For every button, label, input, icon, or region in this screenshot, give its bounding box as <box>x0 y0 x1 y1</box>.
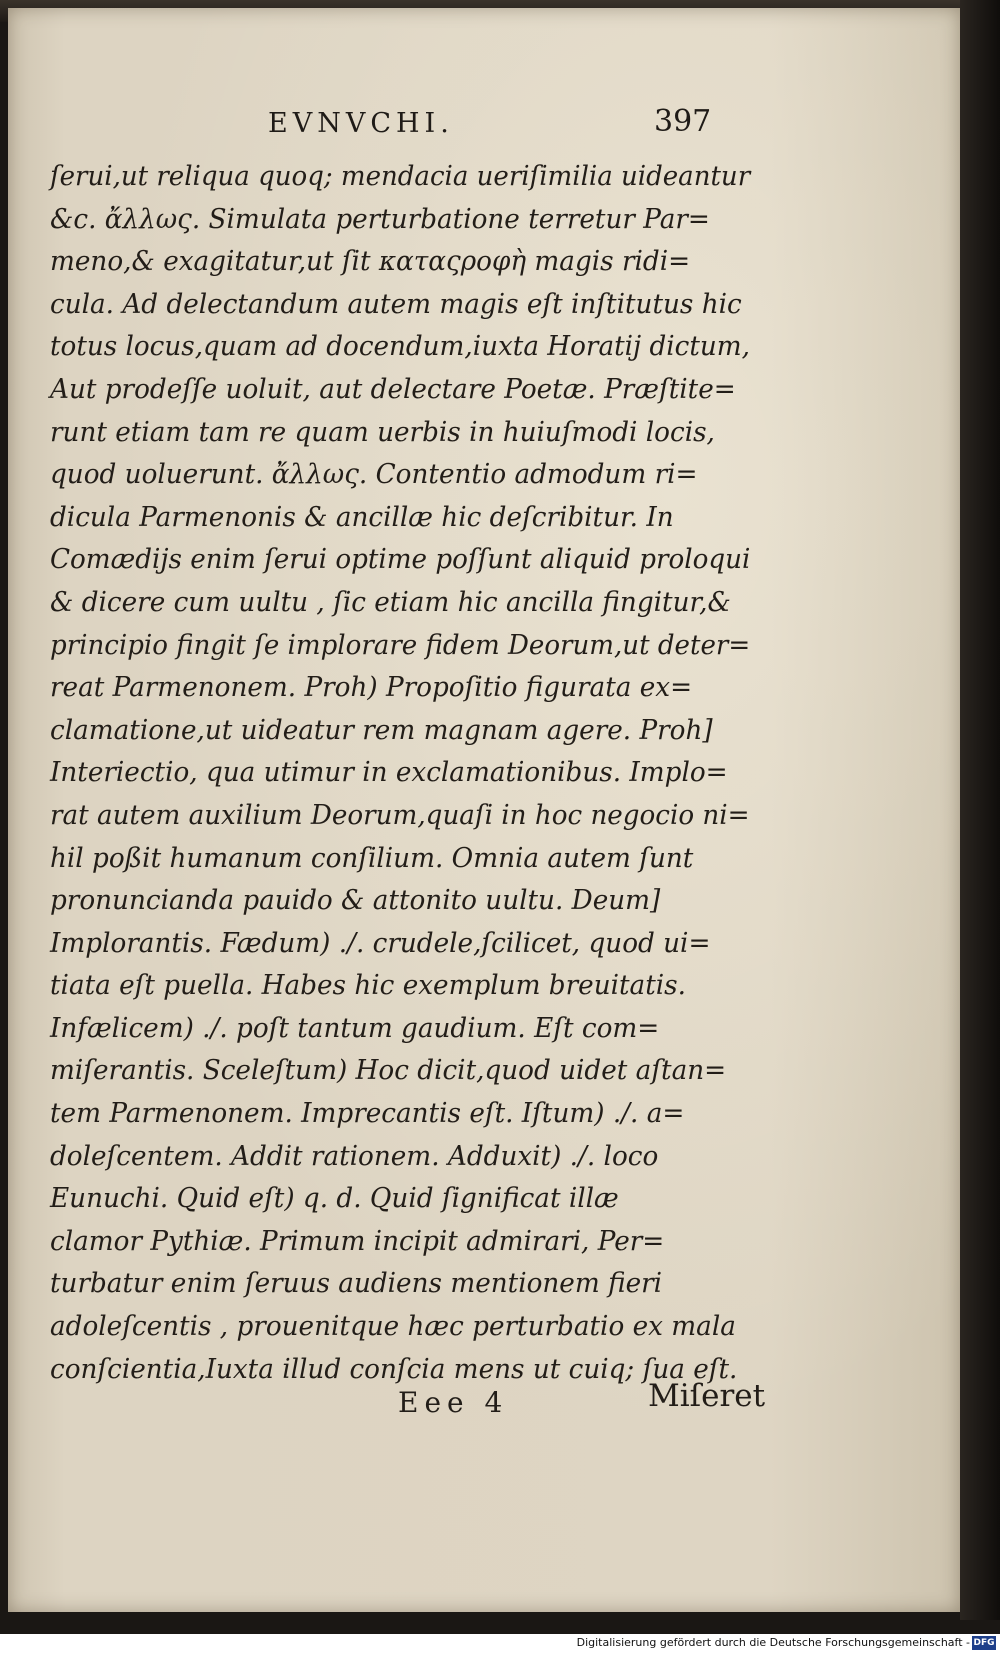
text-line: tem Parmenonem. Imprecantis eſt. Iſtum) ./. a= <box>50 1098 685 1130</box>
text-line: adoleſcentis , prouenitque hæc perturbatio ex mala <box>50 1311 736 1343</box>
text-line: miſerantis. Sceleſtum) Hoc dicit,quod uidet aſtan= <box>50 1055 727 1087</box>
text-line: conſcientia,Iuxta illud conſcia mens ut cuiq; ſua eſt. <box>50 1353 738 1385</box>
text-line: quod uoluerunt. ἄλλως. Contentio admodum ri= <box>50 459 698 491</box>
text-line: runt etiam tam re quam uerbis in huiuſmodi locis, <box>50 416 715 448</box>
text-line: hil poßit humanum conſilium. Omnia autem ſunt <box>50 842 694 874</box>
text-line: Infælicem) ./. poſt tantum gaudium. Eſt com= <box>50 1012 660 1044</box>
scan-right-edge <box>960 0 1000 1620</box>
text-line: principio fingit ſe implorare fidem Deorum,ut deter= <box>50 629 751 661</box>
text-line: doleſcentem. Addit rationem. Adduxit) ./. loco <box>50 1140 659 1172</box>
text-block <box>50 156 770 1391</box>
text-line: reat Parmenonem. Proh) Propoſitio figurata ex= <box>50 672 693 704</box>
digitization-credit: Digitalisierung gefördert durch die Deutsche Forschungsgemeinschaft - <box>576 1636 970 1649</box>
text-line: Aut prodeſſe uoluit, aut delectare Poetæ. Præſtite= <box>50 373 736 405</box>
text-line: cula. Ad delectandum autem magis eſt inſtitutus hic <box>50 288 742 320</box>
dfg-logo-icon: DFG <box>973 1638 995 1648</box>
text-line: ſerui,ut reliqua quoq; mendacia ueriſimilia uideantur <box>50 161 751 192</box>
catchword: Miſeret <box>648 1378 766 1414</box>
text-line: turbatur enim ſeruus audiens mentionem fieri <box>50 1268 663 1300</box>
text-line: dicula Parmenonis & ancillæ hic deſcribitur. In <box>50 501 674 533</box>
page-number: 397 <box>654 104 712 139</box>
text-line: &c. ἄλλως. Simulata perturbatione terretur Par= <box>50 203 710 235</box>
text-line: Eunuchi. Quid eſt) q. d. Quid ſignificat illæ <box>50 1183 619 1215</box>
text-line: & dicere cum uultu , ſic etiam hic ancilla fingitur,& <box>50 586 731 618</box>
text-line: totus locus,quam ad docendum,iuxta Horatij dictum, <box>50 331 750 363</box>
signature-mark: Eee 4 <box>398 1386 509 1419</box>
text-line: tiata eſt puella. Habes hic exemplum breuitatis. <box>50 970 686 1002</box>
text-line: Interiectio, qua utimur in exclamationibus. Implo= <box>50 757 728 789</box>
page-footer <box>0 1378 1000 1428</box>
text-line: clamatione,ut uideatur rem magnam agere. Proh] <box>50 714 713 746</box>
text-line: meno,& exagitatur,ut ſit καταςροφὴ magis ridi= <box>50 246 691 278</box>
text-line: pronuncianda pauido & attonito uultu. Deum] <box>50 885 661 917</box>
text-line: Comædijs enim ſerui optime poſſunt aliquid proloqui <box>50 544 751 576</box>
text-line: rat autem auxilium Deorum,quaſi in hoc negocio ni= <box>50 799 750 831</box>
page-header <box>0 104 1000 148</box>
text-line: Implorantis. Fædum) ./. crudele,ſcilicet, quod ui= <box>50 927 711 959</box>
digitization-credit-bar <box>0 1634 1000 1657</box>
running-title: EVNVCHI. <box>268 108 454 139</box>
text-line: clamor Pythiæ. Primum incipit admirari, Per= <box>50 1225 665 1257</box>
